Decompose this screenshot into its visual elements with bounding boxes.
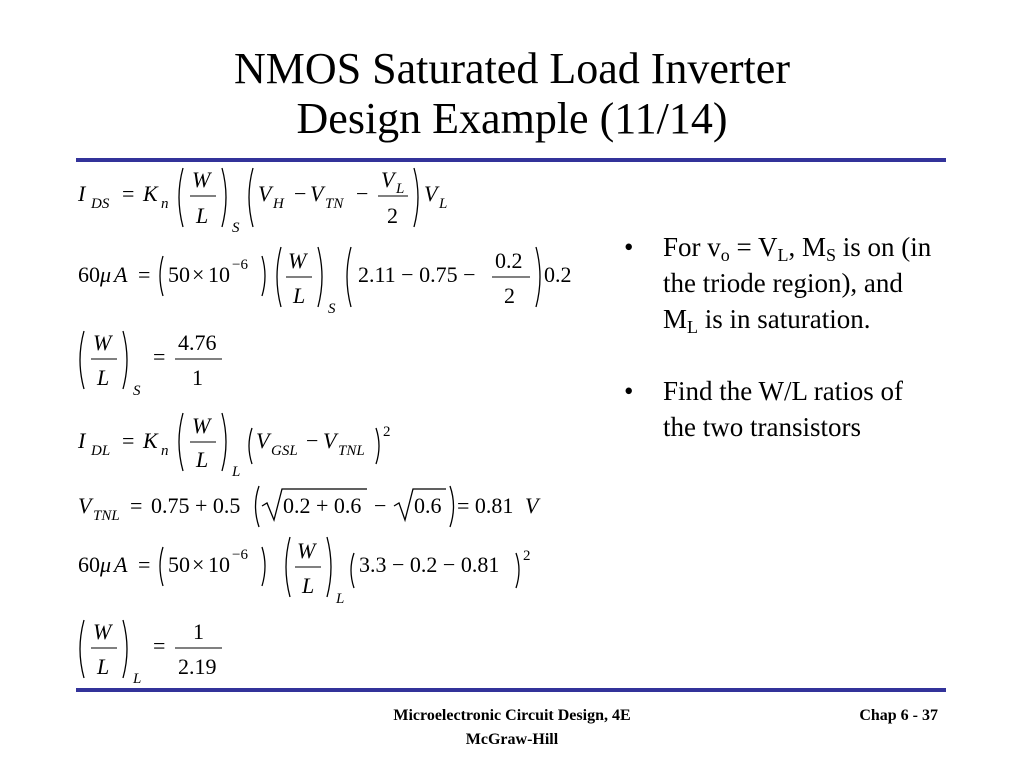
- svg-text:n: n: [161, 196, 169, 212]
- svg-text:=: =: [153, 633, 166, 658]
- svg-text:μ: μ: [100, 262, 112, 287]
- svg-text:−6: −6: [232, 257, 248, 273]
- svg-text:4.76: 4.76: [178, 330, 217, 355]
- svg-text:=: =: [138, 262, 151, 287]
- bottom-divider: [76, 688, 946, 692]
- svg-text:1: 1: [193, 619, 204, 644]
- svg-text:K: K: [143, 428, 158, 453]
- equation-4: [77, 413, 391, 480]
- svg-text:W: W: [93, 619, 112, 644]
- svg-text:L: L: [196, 447, 209, 472]
- svg-text:V: V: [323, 428, 337, 453]
- svg-text:A: A: [114, 262, 128, 287]
- title-line-1: NMOS Saturated Load Inverter: [234, 44, 790, 93]
- svg-text:L: L: [133, 671, 142, 687]
- svg-text:L: L: [302, 573, 315, 598]
- svg-text:S: S: [328, 301, 336, 317]
- svg-text:60: 60: [78, 552, 100, 577]
- svg-text:= 0.81: = 0.81: [457, 493, 514, 518]
- svg-text:A: A: [114, 552, 128, 577]
- svg-text:W: W: [192, 167, 211, 192]
- svg-text:V: V: [78, 493, 92, 518]
- svg-text:−6: −6: [232, 547, 248, 563]
- svg-text:V: V: [525, 493, 539, 518]
- footer-book-title: Microelectronic Circuit Design, 4E: [393, 707, 631, 724]
- svg-text:×: ×: [192, 262, 205, 287]
- svg-text:=: =: [122, 428, 135, 453]
- footer-book-info: [300, 704, 724, 752]
- svg-text:0.75 + 0.5: 0.75 + 0.5: [151, 493, 241, 518]
- svg-text:TNL: TNL: [338, 443, 365, 459]
- svg-text:0.6: 0.6: [414, 493, 442, 518]
- svg-text:L: L: [97, 365, 110, 390]
- svg-text:1: 1: [192, 365, 203, 390]
- equation-ids: [77, 167, 447, 236]
- svg-text:L: L: [293, 283, 306, 308]
- equation-6: [78, 537, 531, 607]
- svg-text:DS: DS: [91, 196, 110, 212]
- svg-text:×: ×: [192, 552, 205, 577]
- svg-text:2: 2: [504, 283, 515, 308]
- svg-text:V: V: [424, 181, 438, 206]
- svg-text:W: W: [192, 413, 211, 438]
- svg-text:V: V: [258, 181, 272, 206]
- bullet-list: [622, 229, 942, 445]
- svg-text:L: L: [336, 591, 345, 607]
- svg-text:50: 50: [168, 552, 190, 577]
- equation-3: [80, 330, 222, 399]
- svg-text:S: S: [133, 383, 141, 399]
- svg-text:60: 60: [78, 262, 100, 287]
- svg-text:GSL: GSL: [271, 443, 298, 459]
- bullet-item-1: • For $v_o = V_L$, $M_S$ is on (in the triode region), and $M_L$ is in saturation.: [622, 229, 942, 337]
- svg-text:L: L: [396, 181, 405, 197]
- svg-text:μ: μ: [100, 552, 112, 577]
- svg-text:K: K: [143, 181, 158, 206]
- title-line-2: Design Example (11/14): [296, 94, 728, 143]
- equation-2: [78, 247, 572, 317]
- svg-text:0.2 + 0.6: 0.2 + 0.6: [283, 493, 362, 518]
- svg-text:L: L: [439, 196, 448, 212]
- svg-text:TN: TN: [325, 196, 344, 212]
- equation-5: [78, 486, 541, 527]
- svg-text:10: 10: [208, 262, 230, 287]
- equation-7: [80, 619, 222, 687]
- svg-text:3.3 − 0.2 − 0.81: 3.3 − 0.2 − 0.81: [359, 552, 500, 577]
- svg-text:0.2: 0.2: [495, 248, 523, 273]
- svg-text:2: 2: [523, 548, 531, 564]
- svg-text:−: −: [294, 181, 307, 206]
- svg-text:−: −: [356, 181, 369, 206]
- svg-text:V: V: [256, 428, 270, 453]
- svg-text:=: =: [130, 493, 143, 518]
- svg-text:=: =: [153, 344, 166, 369]
- svg-text:2: 2: [383, 424, 391, 440]
- svg-text:V: V: [381, 167, 395, 192]
- svg-text:W: W: [297, 538, 316, 563]
- svg-text:n: n: [161, 443, 169, 459]
- svg-text:TNL: TNL: [93, 508, 120, 524]
- svg-text:2.11 − 0.75 −: 2.11 − 0.75 −: [358, 262, 476, 287]
- svg-text:10: 10: [208, 552, 230, 577]
- svg-text:L: L: [232, 464, 241, 480]
- svg-text:50: 50: [168, 262, 190, 287]
- svg-text:W: W: [93, 330, 112, 355]
- svg-text:2.19: 2.19: [178, 654, 217, 679]
- svg-text:H: H: [273, 196, 284, 212]
- svg-text:=: =: [122, 181, 135, 206]
- svg-text:W: W: [288, 248, 307, 273]
- svg-text:2: 2: [387, 203, 398, 228]
- svg-text:−: −: [374, 493, 387, 518]
- bullet-item-2: • Find the W/L ratios of the two transistors: [622, 373, 942, 445]
- svg-text:I: I: [78, 428, 86, 453]
- svg-text:=: =: [138, 552, 151, 577]
- svg-text:0.2: 0.2: [544, 262, 572, 287]
- svg-text:L: L: [97, 654, 110, 679]
- svg-text:L: L: [196, 203, 209, 228]
- svg-text:I: I: [78, 181, 86, 206]
- svg-text:−: −: [306, 428, 319, 453]
- svg-text:V: V: [310, 181, 324, 206]
- svg-text:S: S: [232, 220, 240, 236]
- footer-page-number: Chap 6 - 37: [859, 707, 938, 724]
- footer-publisher: McGraw-Hill: [465, 731, 559, 748]
- svg-text:DL: DL: [91, 443, 111, 459]
